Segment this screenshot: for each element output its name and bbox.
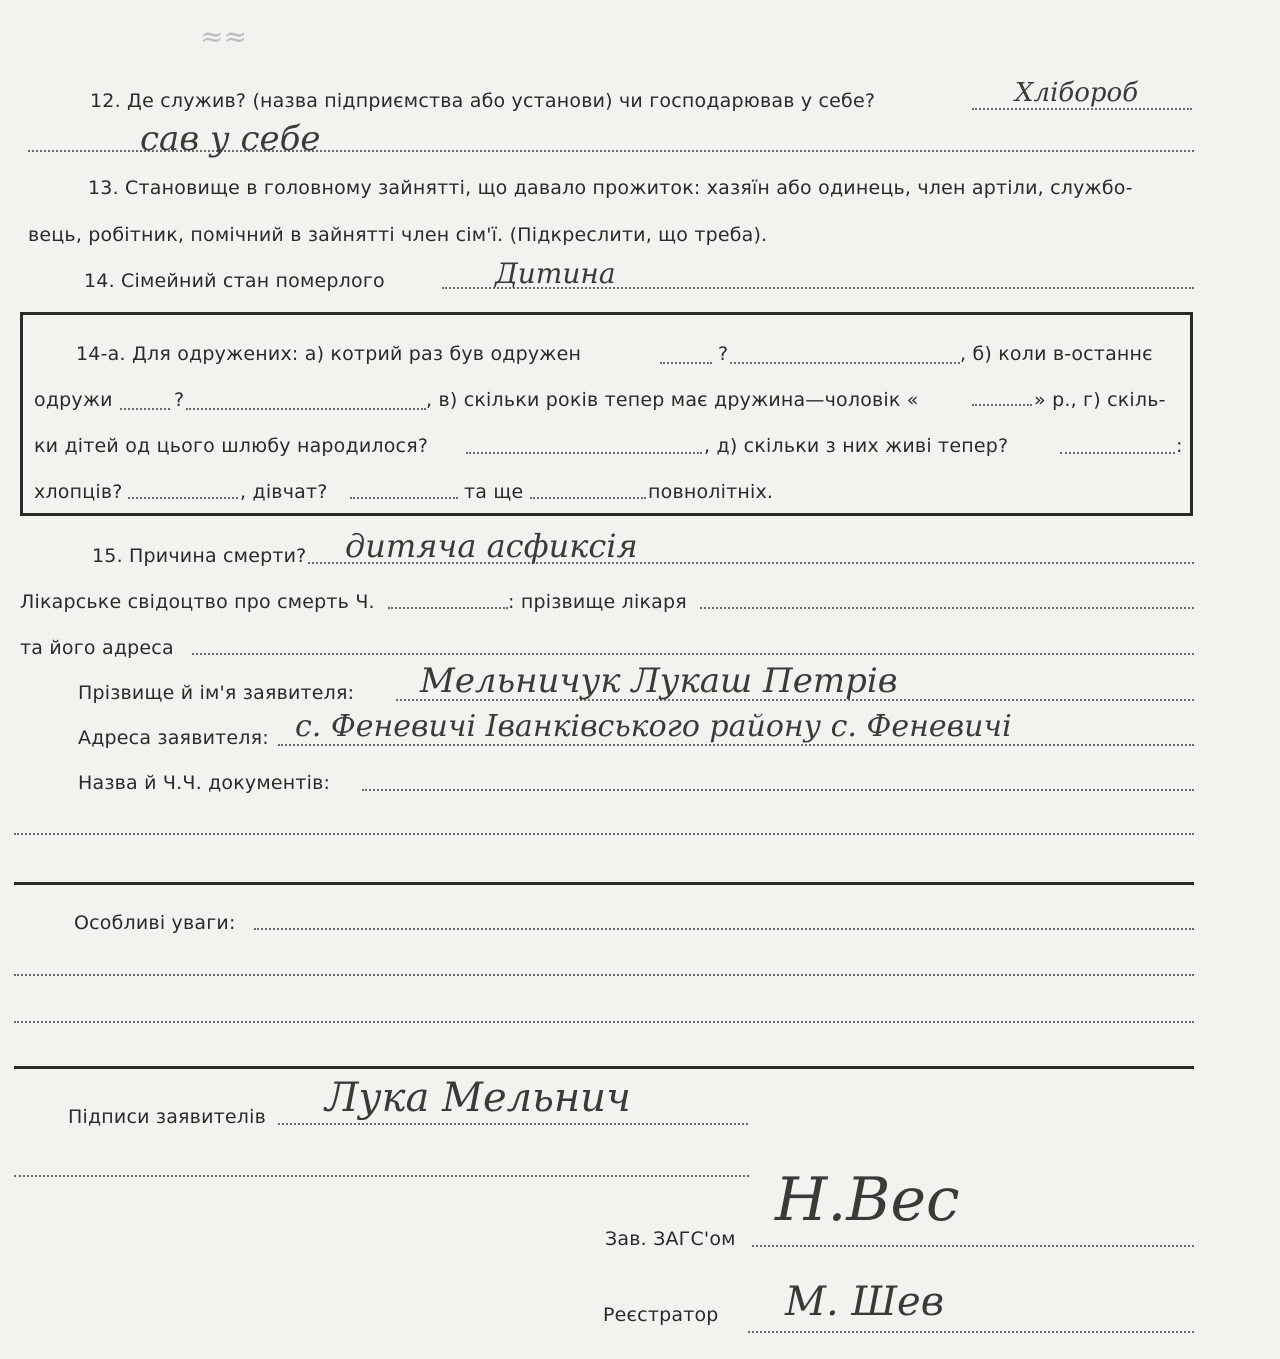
section-divider-2 [14,1066,1194,1069]
q14a-girls-label: , дівчат? [240,481,328,503]
q13-line-2: вець, робітник, помічний в зайнятті член сім'ї. (Підкреслити, що треба). [28,224,768,246]
q15-label: 15. Причина смерти? [92,545,307,567]
medical-address-label: та його адреса [20,637,174,659]
q14a-v-end: » р., г) скіль- [1034,389,1166,411]
q14a-line2-question: ? [174,389,185,411]
q14a-a-label: 14-а. Для одружених: а) котрий раз був одружен [76,343,582,365]
applicants-signature-label: Підписи заявителів [68,1106,267,1128]
q14a-boys-line [128,497,238,499]
head-signature: Н.Вес [775,1165,960,1235]
faint-stamp-mark: ≈≈ [200,20,247,53]
applicants-signature: Лука Мельнич [325,1075,631,1121]
q14a-v-line [972,404,1032,406]
q14a-b-label: , б) коли в-останнє [960,343,1153,365]
q14-answer: Дитина [495,257,616,290]
notes-line-2 [14,974,1194,976]
medical-doctor-label: : прізвище лікаря [508,591,687,613]
applicant-address-line [278,744,1194,746]
q12-label: 12. Де служив? (назва підприємства або установи) чи господарював у себе? [90,90,876,112]
registrar-label: Реєстратор [603,1304,719,1326]
applicant-docs-line-2 [14,833,1194,835]
notes-line-1 [254,928,1194,930]
q14a-d-line [1060,452,1175,454]
q12-answer-1: Хлібороб [1015,78,1139,108]
q14a-d-label: , д) скільки з них живі тепер? [704,435,1009,457]
applicant-name-value: Мельничук Лукаш Петрів [420,661,898,701]
q14-label: 14. Сімейний стан померлого [84,270,385,292]
q14a-b-line-1 [120,408,170,410]
registrar-signature-line [748,1331,1194,1333]
q14a-more-line [530,497,646,499]
registrar-signature: М. Шев [785,1279,944,1325]
applicant-address-value: с. Феневичі Іванківського району с. Феневичі [295,709,1012,744]
notes-line-3 [14,1021,1194,1023]
applicant-docs-line-1 [362,789,1194,791]
medical-address-line [192,653,1194,655]
q14a-adult-label: повнолітніх. [648,481,774,503]
q14a-line2-start: одружи [34,389,113,411]
applicants-signature-line-2 [14,1175,749,1177]
notes-label: Особливі уваги: [74,912,236,934]
q12-line-1 [972,108,1192,110]
q14a-a-line-2 [730,362,960,364]
q14a-girls-line [350,497,458,499]
applicant-docs-label: Назва й Ч.Ч. документів: [78,772,331,794]
q14a-boys-label: хлопців? [34,481,123,503]
applicant-name-label: Прізвище й ім'я заявителя: [78,682,355,704]
medical-doctor-line [700,607,1194,609]
q14a-d-end: : [1176,435,1183,457]
q14a-a-question: ? [718,343,729,365]
medical-cert-label: Лікарське свідоцтво про смерть Ч. [20,591,375,613]
q14a-a-line-1 [660,362,712,364]
section-divider-1 [14,882,1194,885]
q14a-b-line-2 [186,408,426,410]
head-label: Зав. ЗАГС'ом [605,1228,736,1250]
q14a-more-label: та ще [464,481,524,503]
q14a-v-label: , в) скільки років тепер має дружина—чоловік « [426,389,919,411]
medical-cert-line [388,607,508,609]
q15-answer: дитяча асфиксія [345,527,638,565]
q14a-line3-start: ки дітей од цього шлюбу народилося? [34,435,429,457]
q12-answer-2: сав у себе [140,119,321,159]
q14a-g-line [466,452,702,454]
q13-line-1: 13. Становище в головному зайнятті, що давало прожиток: хазяїн або одинець, член артіли, службо- [88,177,1133,199]
head-signature-line [752,1245,1194,1247]
applicants-signature-line [278,1123,748,1125]
applicant-address-label: Адреса заявителя: [78,727,269,749]
